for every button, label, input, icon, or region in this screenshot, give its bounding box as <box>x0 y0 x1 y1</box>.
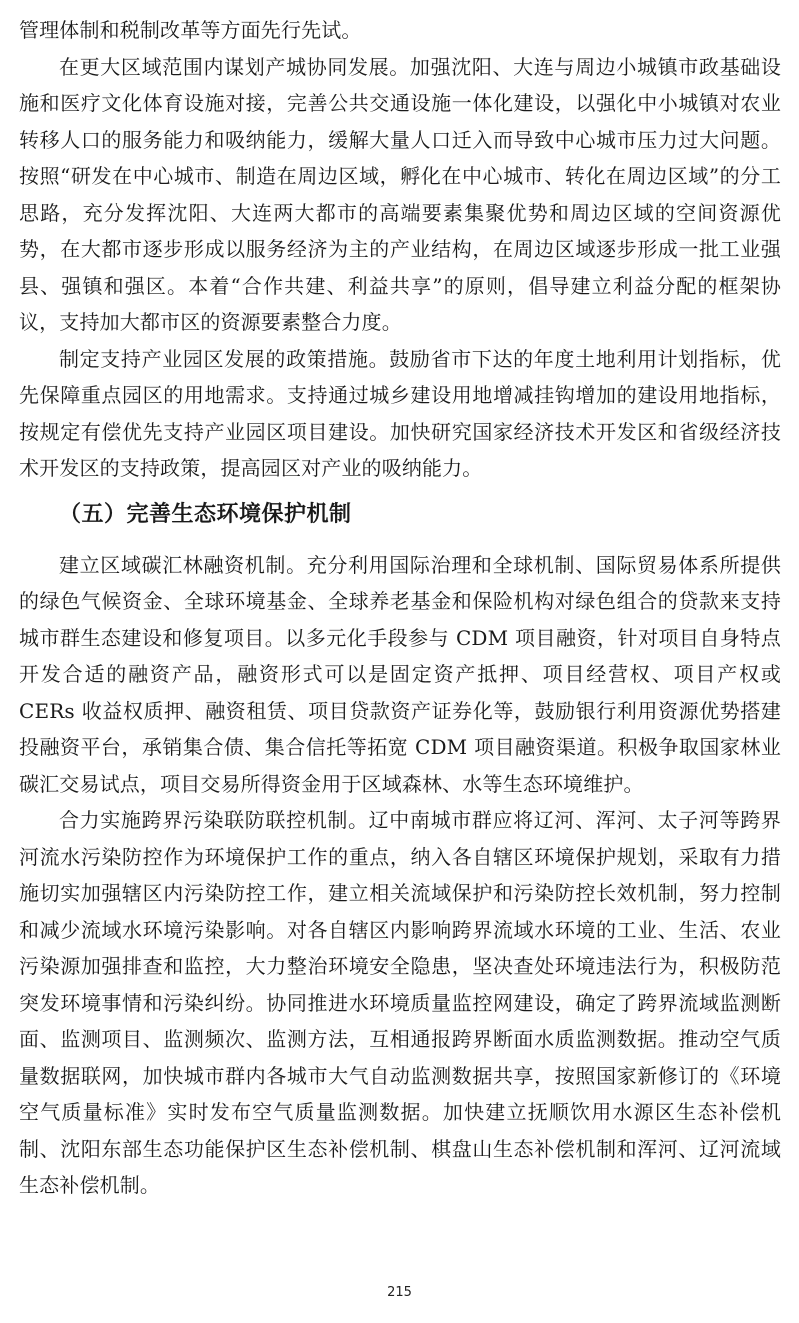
paragraph-industrial-park-policy: 制定支持产业园区发展的政策措施。鼓励省市下达的年度土地利用计划指标，优先保障重点园区的用地需求。支持通过城乡建设用地增减挂钩增加的建设用地指标，按规定有偿优先支持产业园区项目建设。加快研究国家经济技术开发区和省级经济技术开发区的支持政策，提高园区对产业的吸纳能力。 <box>19 346 781 480</box>
page-number: 215 <box>387 1285 412 1300</box>
paragraph-continuation: 管理体制和税制改革等方面先行先试。 <box>19 18 362 42</box>
paragraph-coordinated-development: 在更大区域范围内谋划产城协同发展。加强沈阳、大连与周边小城镇市政基础设施和医疗文化体育设施对接，完善公共交通设施一体化建设，以强化中小城镇对农业转移人口的服务能力和吸纳能力，缓解大量人口迁入而导致中心城市压力过大问题。按照“研发在中心城市、制造在周边区域，孵化在中心城市、转化在周边区域”的分工思路，充分发挥沈阳、大连两大都市的高端要素集聚优势和周边区域的空间资源优势，在大都市逐步形成以服务经济为主的产业结构，在周边区域逐步形成一批工业强县、强镇和强区。本着“合作共建、利益共享”的原则，倡导建立利益分配的框架协议，支持加大都市区的资源要素整合力度。 <box>19 54 781 334</box>
paragraph-carbon-sink-financing: 建立区域碳汇林融资机制。充分利用国际治理和全球机制、国际贸易体系所提供的绿色气候资金、全球环境基金、全球养老基金和保险机构对绿色组合的贷款来支持城市群生态建设和修复项目。以多元化手段参与 CDM 项目融资，针对项目自身特点开发合适的融资产品，融资形式可以是固定资产抵押、项目经营权、项目产权或 CERs 收益权质押、融资租赁、项目贷款资产证券化等，鼓励银行利用资源优势搭建投融资平台，承销集合债、集合信托等拓宽 CDM 项目融资渠道。积极争取国家林业碳汇交易试点，项目交易所得资金用于区域森林、水等生态环境维护。 <box>19 552 781 796</box>
paragraph-pollution-control: 合力实施跨界污染联防联控机制。辽中南城市群应将辽河、浑河、太子河等跨界河流水污染防控作为环境保护工作的重点，纳入各自辖区环境保护规划，采取有力措施切实加强辖区内污染防控工作，建立相关流域保护和污染防控长效机制，努力控制和减少流域水环境污染影响。对各自辖区内影响跨界流域水环境的工业、生活、农业污染源加强排查和监控，大力整治环境安全隐患，坚决查处环境违法行为，积极防范突发环境事情和污染纠纷。协同推进水环境质量监控网建设，确定了跨界流域监测断面、监测项目、监测频次、监测方法，互相通报跨界断面水质监测数据。推动空气质量数据联网，加快城市群内各城市大气自动监测数据共享，按照国家新修订的《环境空气质量标准》实时发布空气质量监测数据。加快建立抚顺饮用水源区生态补偿机制、沈阳东部生态功能保护区生态补偿机制、棋盘山生态补偿机制和浑河、辽河流域生态补偿机制。 <box>19 808 781 1197</box>
section-heading: （五）完善生态环境保护机制 <box>59 501 352 527</box>
document-page <box>19 12 781 1204</box>
